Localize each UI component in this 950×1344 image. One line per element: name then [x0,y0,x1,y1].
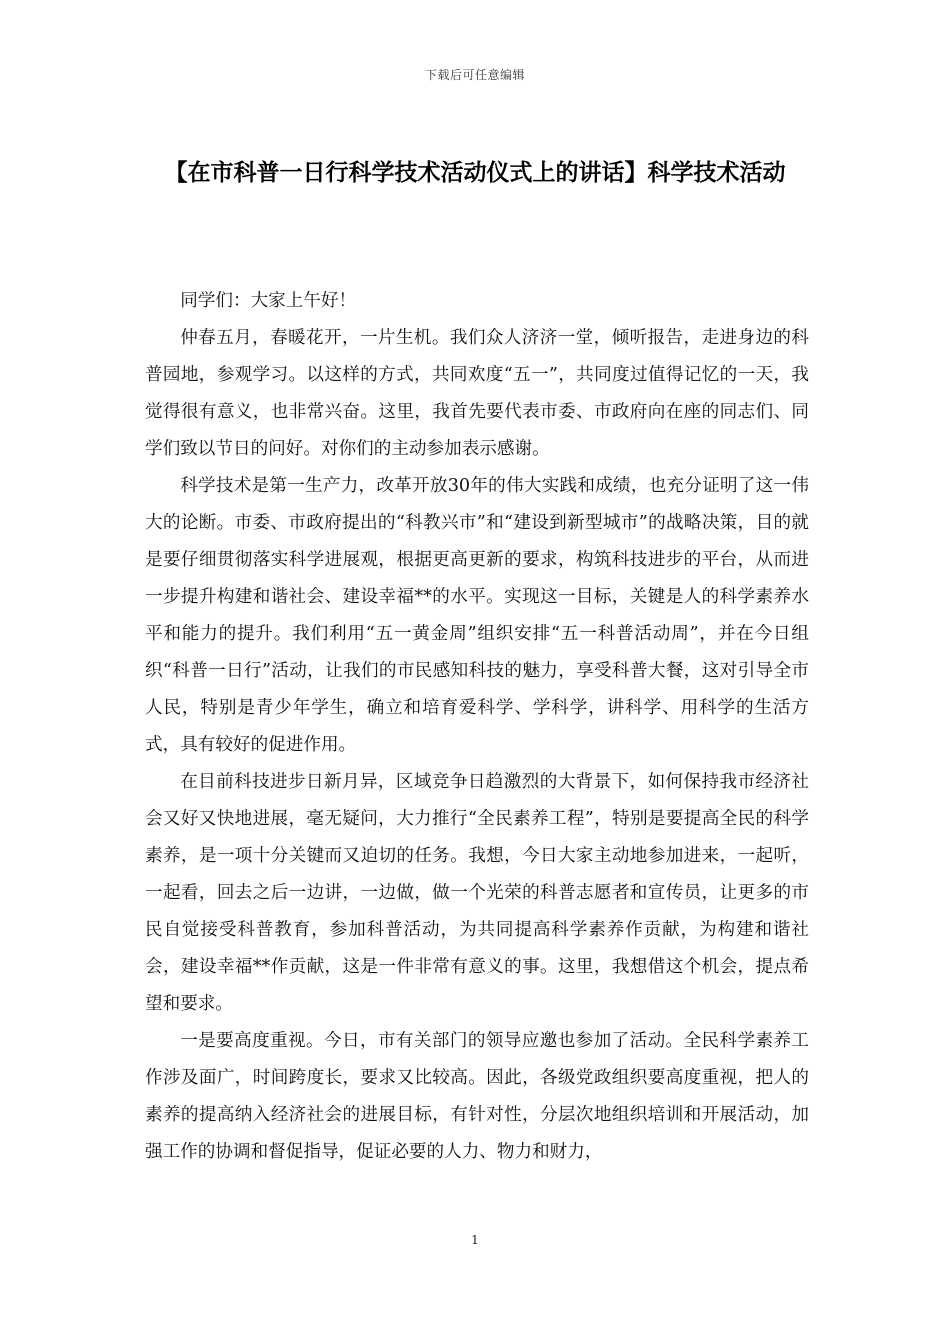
paragraph-4: 一是要高度重视。今日，市有关部门的领导应邀也参加了活动。全民科学素养工作涉及面广，时间跨度长，要求又比较高。因此，各级党政组织要高度重视，把人的素养的提高纳入经济社会的进展目标，有针对性，分层次地组织培训和开展活动，加强工作的协调和督促指导，促证必要的人力、物力和财力， [145,1031,809,1162]
document-body [145,283,809,1171]
page-number: 1 [471,1233,479,1247]
document-title: 【在市科普一日行科学技术活动仪式上的讲话】科学技术活动 [164,160,786,186]
paragraph-1: 仲春五月，春暖花开，一片生机。我们众人济济一堂，倾听报告，走进身边的科普园地，参观学习。以这样的方式，共同欢度“五一”，共同度过值得记忆的一天，我觉得很有意义，也非常兴奋。这里，我首先要代表市委、市政府向在座的同志们、同学们致以节日的问好。对你们的主动参加表示感谢。 [145,328,809,459]
header-note: 下载后可任意编辑 [424,68,525,82]
paragraph-3: 在目前科技进步日新月异，区域竞争日趋激烈的大背景下，如何保持我市经济社会又好又快地进展，毫无疑问，大力推行“全民素养工程”，特别是要提高全民的科学素养，是一项十分关键而又迫切的任务。我想，今日大家主动地参加进来，一起听，一起看，回去之后一边讲，一边做，做一个光荣的科普志愿者和宣传员，让更多的市民自觉接受科普教育，参加科普活动，为共同提高科学素养作贡献，为构建和谐社会，建设幸福**作贡献，这是一件非常有意义的事。这里，我想借这个机会，提点希望和要求。 [145,772,809,1014]
paragraph-greeting: 同学们：大家上午好！ [180,291,357,311]
paragraph-2: 科学技术是第一生产力，改革开放30年的伟大实践和成绩，也充分证明了这一伟大的论断。市委、市政府提出的“科教兴市”和“建设到新型城市”的战略决策，目的就是要仔细贯彻落实科学进展观，根据更高更新的要求，构筑科技进步的平台，从而进一步提升构建和谐社会、建设幸福**的水平。实现这一目标，关键是人的科学素养水平和能力的提升。我们利用“五一黄金周”组织安排“五一科普活动周”，并在今日组织“科普一日行”活动，让我们的市民感知科技的魅力，享受科普大餐，这对引导全市人民，特别是青少年学生，确立和培育爱科学、学科学，讲科学、用科学的生活方式，具有较好的促进作用。 [145,476,809,755]
